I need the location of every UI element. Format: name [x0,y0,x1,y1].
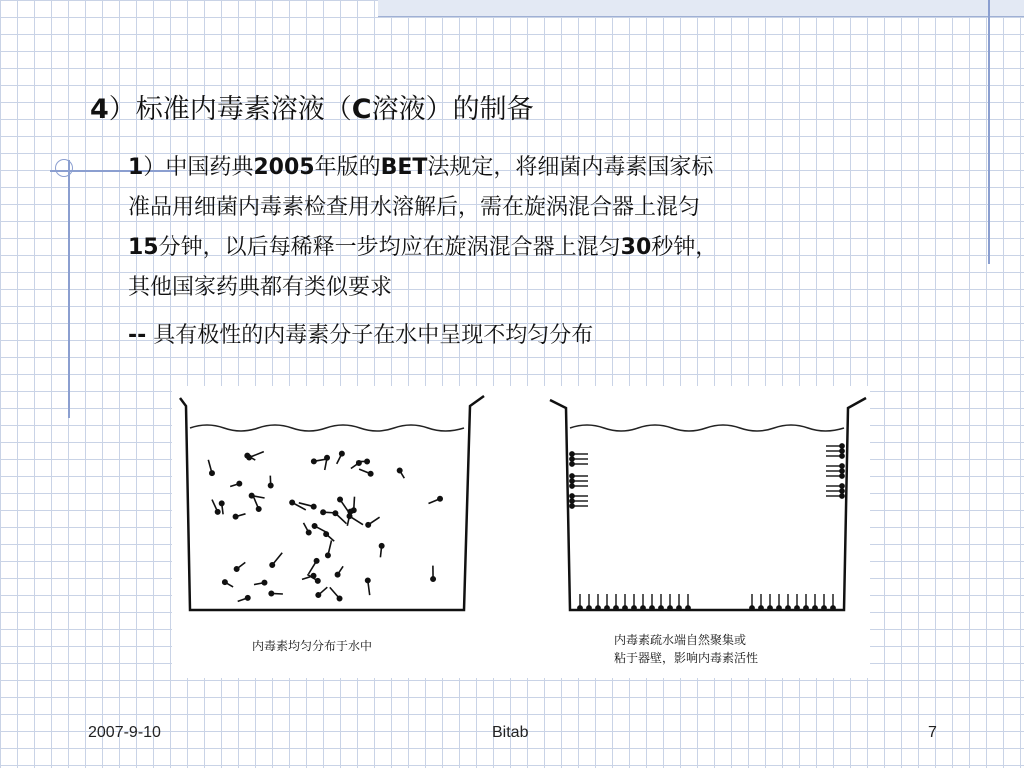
dispersed-molecule-head [210,471,214,475]
note-line [128,316,928,356]
bottom-molecule-head [605,606,609,610]
bottom-molecule-head [632,606,636,610]
dispersed-molecule-head [290,500,294,504]
bold-item-number: 1 [128,155,144,180]
dispersed-molecule-head [368,471,372,475]
dispersed-molecule-head [316,593,320,597]
text-segment: 年版的 [314,155,381,180]
dispersed-molecule-head [316,579,320,583]
bottom-molecule-head [831,606,835,610]
dispersed-molecule-head [431,577,435,581]
dispersed-molecule-head [366,523,370,527]
bottom-molecule-head [650,606,654,610]
dispersed-molecule-head [257,507,261,511]
figure-illustration [172,386,870,678]
endotoxin-figure [172,386,870,678]
decor-vline-right [988,0,990,264]
wall-molecule-head [840,449,844,453]
text-segment: 秒钟， [651,235,718,260]
wall-molecule-head [840,444,844,448]
dispersed-molecule-head [237,481,241,485]
wall-molecule-head [570,462,574,466]
dispersed-molecule-head [246,596,250,600]
dispersed-molecule-head [262,580,266,584]
wall-molecule-head [570,504,574,508]
dispersed-molecule-head [234,567,238,571]
bottom-molecule-head [641,606,645,610]
wall-molecule-head [840,464,844,468]
dispersed-molecule-head [268,483,272,487]
wall-molecule-head [570,457,574,461]
body-paragraph [128,148,928,356]
wall-molecule-head [570,484,574,488]
dispersed-molecule-head [269,591,273,595]
note-dash: -- [128,323,147,348]
dispersed-molecule-head [312,524,316,528]
dispersed-molecule-head [326,553,330,557]
wall-molecule-head [840,469,844,473]
paragraph-line-1 [128,148,928,188]
note-text: 具有极性的内毒素分子在水中呈现不均匀分布 [146,323,594,348]
bold-minutes: 15 [128,235,159,260]
bottom-molecule-head [786,606,790,610]
right-aggregated-molecules [570,444,844,610]
text-segment: 其他国家药典都有类似要求 [128,275,393,300]
dispersed-molecule-head [223,580,227,584]
left-water-surface [190,425,464,431]
bottom-molecule-head [578,606,582,610]
dispersed-molecule-head [245,453,249,457]
bottom-molecule-head [750,606,754,610]
footer-date: 2007-9-10 [88,724,161,741]
wall-molecule-head [570,494,574,498]
wall-molecule-head [840,489,844,493]
right-caption-line-2: 粘于器壁，影响内毒素活性 [614,651,759,665]
dispersed-molecule-head [307,530,311,534]
bottom-molecule-head [623,606,627,610]
text-segment: 分钟，以后每稀释一步均应在旋涡混合器上混匀 [158,235,621,260]
bottom-molecule-head [659,606,663,610]
wall-molecule-head [840,474,844,478]
paragraph-line-3 [128,228,928,268]
bottom-molecule-head [677,606,681,610]
dispersed-molecule-head [215,510,219,514]
dispersed-molecule-head [347,514,351,518]
decor-ring [55,159,73,177]
left-dispersed-molecules [208,451,442,601]
dispersed-molecule-head [340,451,344,455]
dispersed-molecule-head [311,504,315,508]
decor-vline-left [68,160,70,418]
bottom-molecule-head [795,606,799,610]
right-caption-line-1: 内毒素疏水端自然聚集或 [614,633,747,647]
wall-molecule-head [570,474,574,478]
bottom-molecule-head [768,606,772,610]
dispersed-molecule-head [335,572,339,576]
heading-number: 4 [90,94,109,125]
dispersed-molecule-head [312,459,316,463]
dispersed-molecule-head [357,461,361,465]
top-decor-band [378,0,1024,17]
bottom-molecule-head [822,606,826,610]
dispersed-molecule-head [233,514,237,518]
dispersed-molecule-head [379,544,383,548]
bold-seconds: 30 [620,235,652,260]
bottom-molecule-head [596,606,600,610]
dispersed-molecule-head [220,501,224,505]
heading-c: C [351,94,372,125]
dispersed-molecule-head [438,497,442,501]
text-segment: 准品用细菌内毒素检查用水溶解后，需在旋涡混合器上混匀 [128,195,701,220]
dispersed-molecule-head [397,468,401,472]
dispersed-molecule-head [366,578,370,582]
text-segment: ）中国药典 [143,155,254,180]
wall-molecule-head [570,499,574,503]
heading-text-post: 溶液）的制备 [371,94,534,125]
dispersed-molecule-head [314,559,318,563]
bottom-molecule-head [759,606,763,610]
bottom-molecule-head [804,606,808,610]
dispersed-molecule-head [333,511,337,515]
dispersed-molecule-head [321,510,325,514]
bottom-molecule-head [614,606,618,610]
bold-bet: BET [380,155,428,180]
bold-year: 2005 [253,155,315,180]
left-caption: 内毒素均匀分布于水中 [252,639,373,653]
wall-molecule-head [570,479,574,483]
bottom-molecule-head [686,606,690,610]
heading-text-pre: ）标准内毒素溶液（ [108,94,352,125]
wall-molecule-head [840,454,844,458]
bottom-molecule-head [777,606,781,610]
wall-molecule-head [840,484,844,488]
dispersed-molecule-head [338,497,342,501]
bottom-molecule-head [587,606,591,610]
slide-heading [90,90,534,130]
paragraph-line-4 [128,268,928,308]
text-segment: 法规定，将细菌内毒素国家标 [427,155,714,180]
dispersed-molecule-head [352,508,356,512]
footer-page-number: 7 [928,724,937,741]
wall-molecule-head [840,494,844,498]
paragraph-line-2 [128,188,928,228]
right-water-surface [570,425,844,431]
footer-center: Bitab [492,724,529,741]
dispersed-molecule-head [249,493,253,497]
bottom-molecule-head [668,606,672,610]
dispersed-molecule-head [270,563,274,567]
wall-molecule-head [570,452,574,456]
dispersed-molecule-head [365,459,369,463]
dispersed-molecule-head [337,596,341,600]
bottom-molecule-head [813,606,817,610]
